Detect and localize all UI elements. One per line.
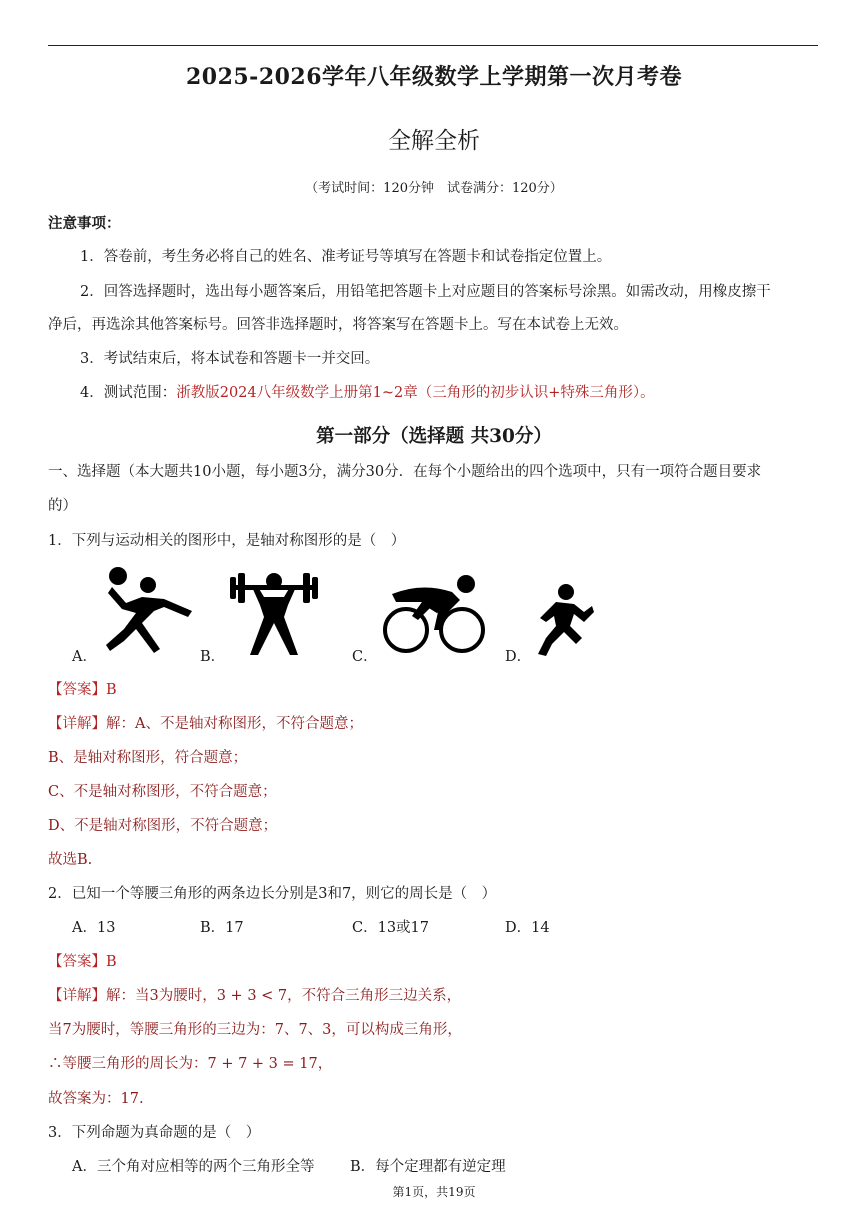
page-footer: 第1页，共19页 xyxy=(392,1185,476,1199)
notice-item-2-line2: 净后，再选涂其他答案标号。回答非选择题时，将答案写在答题卡上。写在本试卷上无效。 xyxy=(48,317,628,333)
notice-heading: 注意事项： xyxy=(48,215,121,232)
weightlifter-icon xyxy=(228,567,320,657)
q1-answer: 【答案】B xyxy=(48,682,117,698)
q1-detail-line1 xyxy=(48,714,363,734)
runner-icon xyxy=(534,582,594,658)
notice-item-2-line1: 2．回答选择题时，选出每小题答案后，用铅笔把答题卡上对应题目的答案标号涂黑。如需改动，用橡皮擦干 xyxy=(80,284,771,300)
q2-detail-line2: 当7为腰时，等腰三角形的三边为：7、7、3，可以构成三角形， xyxy=(48,1022,462,1038)
q2-answer: 【答案】B xyxy=(48,954,117,970)
q1-stem: 1．下列与运动相关的图形中，是轴对称图形的是（ ） xyxy=(48,533,406,549)
q2-option-b: B．17 xyxy=(200,920,244,936)
q2-option-d: D．14 xyxy=(505,920,550,936)
q1-detail-line2: B、是轴对称图形，符合题意； xyxy=(48,750,248,766)
q1-detail-label: 【详解】 xyxy=(48,716,106,732)
test-range: 浙教版2024八年级数学上册第1~2章（三角形的初步认识+特殊三角形）。 xyxy=(176,385,655,401)
q2-detail-line1 xyxy=(48,986,461,1006)
q1-option-c-label: C． xyxy=(352,649,378,665)
q2-conclusion: 故答案为：17. xyxy=(48,1091,144,1107)
q2-detail-text-1: 解：当3为腰时，3 + 3 < 7，不符合三角形三边关系， xyxy=(106,988,462,1004)
part1-title: 第一部分（选择题 共30分） xyxy=(316,426,552,447)
exam-info: （考试时间：120分钟 试卷满分：120分） xyxy=(305,181,563,196)
q1-option-d-label: D． xyxy=(505,649,532,665)
header-rule xyxy=(48,45,818,46)
document-title: 2025-2026学年八年级数学上学期第一次月考卷 xyxy=(185,64,683,90)
document-subtitle: 全解全析 xyxy=(388,128,480,154)
q2-option-c: C．13或17 xyxy=(352,920,429,936)
q3-option-a: A．三个角对应相等的两个三角形全等 xyxy=(72,1159,315,1175)
volleyball-player-icon xyxy=(102,563,198,657)
notice-item-4 xyxy=(80,383,655,403)
q1-option-b-label: B． xyxy=(200,649,226,665)
q3-stem: 3．下列命题为真命题的是（ ） xyxy=(48,1125,261,1141)
notice-item-1: 1．答卷前，考生务必将自己的姓名、准考证号等填写在答题卡和试卷指定位置上。 xyxy=(80,249,612,265)
section1-instruction-line1: 一、选择题（本大题共10小题，每小题3分，满分30分．在每个小题给出的四个选项中，只有一项符合题目要求 xyxy=(48,464,762,480)
section1-instruction-line2: 的） xyxy=(48,498,77,514)
q1-detail-line3: C、不是轴对称图形，不符合题意； xyxy=(48,784,277,800)
q2-stem: 2．已知一个等腰三角形的两条边长分别是3和7，则它的周长是（ ） xyxy=(48,886,497,902)
q2-detail-line3: ∴等腰三角形的周长为：7 + 7 + 3 = 17， xyxy=(48,1056,333,1072)
q1-conclusion: 故选B. xyxy=(48,852,93,868)
q1-option-a-label: A． xyxy=(72,649,97,665)
cyclist-icon xyxy=(382,572,486,656)
notice-item-4-prefix: 4．测试范围： xyxy=(80,385,177,401)
q3-option-b: B．每个定理都有逆定理 xyxy=(350,1159,506,1175)
q2-option-a: A．13 xyxy=(72,920,116,936)
q2-detail-label: 【详解】 xyxy=(48,988,106,1004)
notice-item-3: 3．考试结束后，将本试卷和答题卡一并交回。 xyxy=(80,351,380,367)
q1-detail-text-1: 解：A、不是轴对称图形，不符合题意； xyxy=(106,716,363,732)
q1-detail-line4: D、不是轴对称图形，不符合题意； xyxy=(48,818,278,834)
